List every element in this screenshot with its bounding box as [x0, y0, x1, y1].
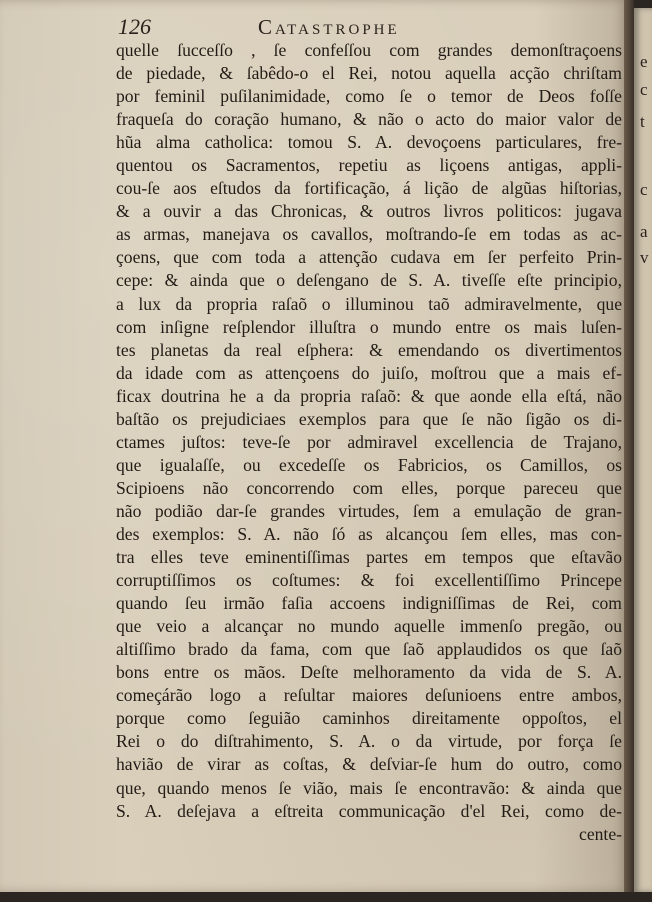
text-line: Scipioens não concorrendo com elles, porque pareceu que [116, 477, 622, 498]
text-line: de piedade, & ſabêdo-o el Rei, notou aquella acção chriſtam [116, 63, 622, 84]
text-line: havião de virar as coſtas, & deſviar-ſe hum do outro, como [116, 754, 622, 775]
facing-page-letter: a [640, 222, 648, 241]
facing-page-letter: v [640, 248, 649, 267]
facing-page-edge [634, 8, 652, 892]
text-line: quando ſeu irmão faſia accoens indigniſſimas de Rei, com [116, 593, 622, 614]
facing-page-letter: e [640, 52, 648, 71]
text-line: baſtão os prejudiciaes exemplos para que ſe não ſigão os di- [116, 408, 622, 429]
facing-page-letter: c [640, 180, 648, 199]
text-line: por feminil puſilanimidade, como ſe o temor de Deos foſſe [116, 86, 622, 107]
text-line: cepe: & ainda que o deſengano de S. A. tiveſſe eſte principio, [116, 270, 622, 291]
text-line: quelle ſucceſſo , ſe confeſſou com grandes demonſtraçoens [116, 40, 622, 60]
text-line: corruptiſſimos os coſtumes: & foi excellentiſſimo Princepe [116, 570, 622, 591]
text-line: as armas, manejava os cavallos, moſtrando-ſe em todas as ac- [116, 224, 622, 245]
facing-page-letter: t [640, 112, 645, 131]
text-line: Rei o do diſtrahimento, S. A. o da virtude, por força ſe [116, 731, 622, 752]
text-line: tes planetas da real eſphera: & emendando os divertimentos [116, 339, 622, 360]
text-line: que igualaſſe, ou excedeſſe os Fabricios, os Camillos, os [116, 454, 622, 475]
text-line: a lux da propria raſaõ o illuminou taõ admiravelmente, que [116, 293, 622, 314]
text-line: hũa alma catholica: tomou S. A. devoçoens particulares, fre- [116, 132, 622, 153]
page-number: 126 [118, 14, 151, 39]
text-line: çoens, que com toda a attenção cudava em ſer perfeito Prin- [116, 247, 622, 268]
text-line: porque como ſeguião caminhos direitamente oppoſtos, el [116, 708, 622, 729]
facing-page-letter: c [640, 80, 648, 99]
text-line: S. A. deſejava a eſtreita communicação d'el Rei, como de- [116, 800, 622, 821]
text-line: não podião dar-ſe grandes virtudes, ſem a emulação de gran- [116, 500, 622, 521]
book-gutter [624, 0, 634, 892]
text-line: tra elles teve eminentiſſimas partes em tempos que eſtavão [116, 547, 622, 568]
text-line: que, quando menos ſe vião, mais ſe encontravão: & ainda que [116, 777, 622, 798]
text-line: quentou os Sacramentos, repetiu as liçoens antigas, appli- [116, 155, 622, 176]
text-line: fraqueſa do coração humano, & não o acto do maior valor de [116, 109, 622, 130]
text-line: cou-ſe aos eſtudos da fortificação, á lição de algũas hiſtorias, [116, 178, 622, 199]
text-line: com inſigne reſplendor illuſtra o mundo entre os mais luſen- [116, 316, 622, 337]
text-line: altiſſimo brado da fama, com que ſaõ applaudidos os que ſaõ [116, 639, 622, 660]
body-text [116, 39, 622, 846]
running-title: Catastrophe [258, 15, 400, 39]
text-line: cente- [579, 823, 622, 844]
text-line: começárão logo a reſultar maiores deſunioens entre ambos, [116, 685, 622, 706]
text-line: ficax doutrina he a da propria raſaõ: & que aonde ella eſtá, não [116, 385, 622, 406]
text-line: & a ouvir a das Chronicas, & outros livros politicos: jugava [116, 201, 622, 222]
text-line: ctames juſtos: teve-ſe por admiravel excellencia de Trajano, [116, 431, 622, 452]
text-line: bons entre os mãos. Deſte melhoramento da vida de S. A. [116, 662, 622, 683]
text-line: que veio a alcançar no mundo aquelle immenſo pregão, ou [116, 616, 622, 637]
text-line: da idade com as attençoens do juiſo, moſtrou que a mais ef- [116, 362, 622, 383]
text-line: des exemplos: S. A. não ſó as alcançou ſem elles, mas con- [116, 523, 622, 544]
